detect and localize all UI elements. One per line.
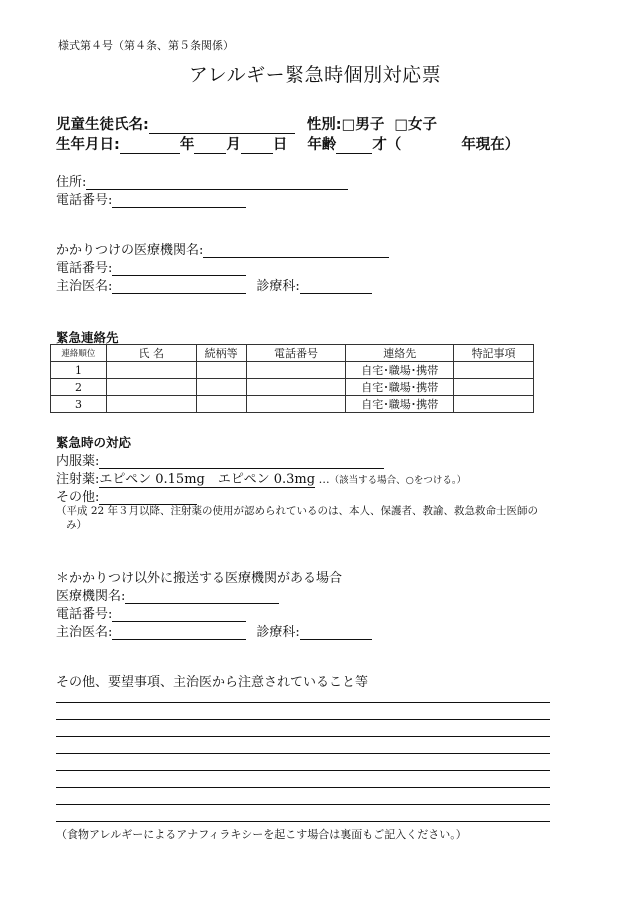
contact-name-cell[interactable] [106,362,196,379]
other-institution-doctor-label: 主治医名: [56,625,113,640]
clinic-phone-label: 電話番号: [56,261,113,276]
contact-phone-cell[interactable] [246,396,346,413]
birthdate-row [56,133,519,154]
contact-relation-cell[interactable] [196,379,246,396]
oral-medicine-field[interactable] [99,453,384,469]
age-unit: 才（ [372,137,402,153]
contact-name-cell[interactable] [106,396,196,413]
other-institution-doctor-field[interactable] [112,624,246,640]
requests-line-5[interactable] [56,770,550,771]
requests-heading: その他、要望事項、主治医から注意されていること等 [56,675,369,690]
contact-name-cell[interactable] [106,379,196,396]
address-label: 住所: [56,175,87,190]
form-reference: 様式第４号（第４条、第５条関係） [58,39,234,52]
contact-notes-cell[interactable] [454,396,534,413]
male-label: 男子 [355,117,385,133]
as-of-year-field[interactable] [401,138,461,154]
column-header-contact: 連絡先 [346,345,454,362]
column-header-phone: 電話番号 [246,345,346,362]
emergency-contacts-table [50,344,534,413]
clinic-department-field[interactable] [300,278,372,294]
other-institution-phone-row [56,603,246,622]
other-institution-doctor-row [56,621,372,640]
female-checkbox[interactable]: □ [394,117,409,133]
contact-relation-cell[interactable] [196,362,246,379]
contact-type-cell[interactable]: 自宅･職場･携帯 [346,396,454,413]
requests-line-4[interactable] [56,753,550,754]
oral-medicine-label: 内服薬: [56,454,100,469]
contact-relation-cell[interactable] [196,396,246,413]
other-institution-field[interactable] [125,588,279,604]
month-unit: 月 [226,137,241,153]
birth-day-field[interactable] [241,138,273,154]
clinic-doctor-field[interactable] [112,278,246,294]
clinic-field[interactable] [203,242,389,258]
other-treatment-label: その他: [56,490,100,505]
anaphylaxis-footer-note: （食物アレルギーによるアナフィラキシーを起こす場合は裏面もご記入ください。） [56,828,467,841]
contact-type-cell[interactable]: 自宅･職場･携帯 [346,379,454,396]
other-institution-heading: ＊かかりつけ以外に搬送する医療機関がある場合 [56,571,343,586]
other-institution-phone-field[interactable] [112,606,246,622]
clinic-phone-row [56,257,246,276]
other-institution-department-field[interactable] [300,624,372,640]
column-header-relation: 続柄等 [196,345,246,362]
column-header-name: 氏 名 [106,345,196,362]
other-institution-department-label: 診療科: [256,625,300,640]
contact-order: 2 [51,379,107,396]
clinic-doctor-row [56,275,372,294]
other-institution-row [56,585,279,604]
contact-phone-cell[interactable] [246,379,346,396]
age-label: 年齢 [307,137,337,153]
address-row [56,171,348,190]
contact-order: 1 [51,362,107,379]
day-unit: 日 [272,137,288,153]
gender-label: 性別: [306,117,342,133]
age-field[interactable] [336,138,372,154]
clinic-doctor-label: 主治医名: [56,279,113,294]
home-phone-label: 電話番号: [56,193,113,208]
emergency-response-heading: 緊急時の対応 [56,435,132,450]
birth-year-field[interactable] [120,138,180,154]
table-row [51,362,534,379]
home-phone-row [56,189,246,208]
requests-line-8[interactable] [56,821,550,822]
table-header-row [51,345,534,362]
column-header-notes: 特記事項 [454,345,534,362]
requests-line-7[interactable] [56,804,550,805]
contact-order: 3 [51,396,107,413]
clinic-label: かかりつけの医療機関名: [56,243,204,258]
injection-legal-note-1: （平成 22 年３月以降、注射薬の使用が認められているのは、本人、保護者、教諭、救急救命士医師の [56,505,539,517]
clinic-department-label: 診療科: [256,279,300,294]
oral-medicine-row [56,450,384,469]
table-row [51,396,534,413]
injection-label: 注射薬: [56,472,100,487]
requests-line-6[interactable] [56,787,550,788]
injection-options[interactable]: エピペン 0.15mg エピペン 0.3mg [99,472,316,487]
home-phone-field[interactable] [112,192,246,208]
student-name-field[interactable] [149,118,295,134]
contact-notes-cell[interactable] [454,362,534,379]
student-name-label: 児童生徒氏名: [56,117,149,133]
requests-line-2[interactable] [56,719,550,720]
dob-label: 生年月日: [56,137,120,153]
contact-notes-cell[interactable] [454,379,534,396]
contact-type-cell[interactable]: 自宅･職場･携帯 [346,362,454,379]
requests-line-1[interactable] [56,702,550,703]
birth-month-field[interactable] [194,138,226,154]
column-header-order: 連絡順位 [51,345,107,362]
other-institution-label: 医療機関名: [56,589,126,604]
clinic-row [56,239,389,258]
as-of-label: 年現在） [461,137,520,153]
female-label: 女子 [408,117,438,133]
year-unit: 年 [179,137,195,153]
injection-legal-note-2: み） [66,519,87,531]
page-title: アレルギー緊急時個別対応票 [188,64,442,86]
injection-note: （該当する場合、○をつける。） [329,475,467,486]
other-institution-phone-label: 電話番号: [56,607,113,622]
student-name-row [56,113,437,134]
table-row [51,379,534,396]
contact-phone-cell[interactable] [246,362,346,379]
injection-ellipsis: … [318,473,330,486]
address-field[interactable] [86,174,348,190]
injection-row [56,468,466,487]
clinic-phone-field[interactable] [112,260,246,276]
male-checkbox[interactable]: □ [341,117,356,133]
emergency-contacts-heading: 緊急連絡先 [56,330,119,345]
requests-line-3[interactable] [56,736,550,737]
